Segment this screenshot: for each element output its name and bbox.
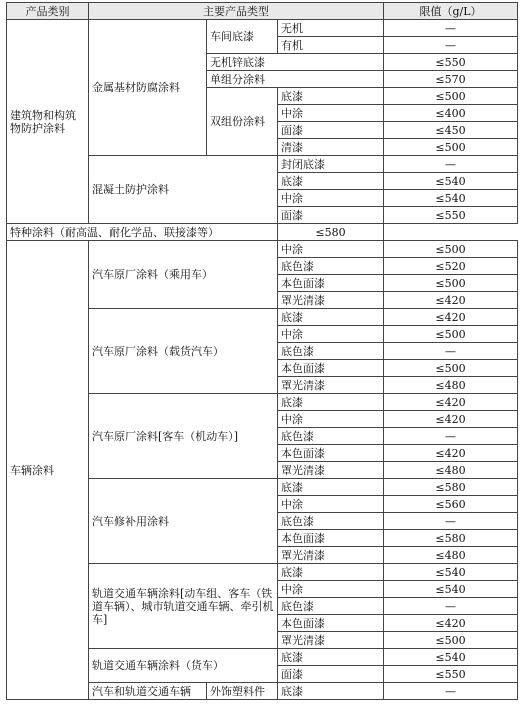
type-cell: 底色漆 bbox=[278, 343, 384, 360]
limit-cell: ≤420 bbox=[384, 292, 518, 309]
group-building: 建筑物和构筑物防护涂料 bbox=[7, 20, 89, 224]
limit-cell: ≤540 bbox=[384, 564, 518, 581]
type-cell: 底漆 bbox=[278, 173, 384, 190]
type-cell: 底漆 bbox=[278, 649, 384, 666]
type-cell: 中涂 bbox=[278, 105, 384, 122]
type-cell: 本色面漆 bbox=[278, 445, 384, 462]
type-cell: 底漆 bbox=[278, 564, 384, 581]
limit-cell: ≤580 bbox=[278, 224, 384, 241]
limit-cell: ≤580 bbox=[384, 479, 518, 496]
type-cell: 罩光清漆 bbox=[278, 462, 384, 479]
limit-cell: ≤540 bbox=[384, 173, 518, 190]
header-type: 主要产品类型 bbox=[89, 3, 384, 20]
limit-cell: — bbox=[384, 37, 518, 54]
plastic-parts-sub-label: 外饰塑料件 bbox=[207, 683, 278, 700]
limit-cell: ≤420 bbox=[384, 445, 518, 462]
type-cell: 本色面漆 bbox=[278, 275, 384, 292]
type-cell: 底色漆 bbox=[278, 513, 384, 530]
group-vehicle: 车辆涂料 bbox=[7, 241, 89, 700]
type-cell: 清漆 bbox=[278, 139, 384, 156]
limit-cell: ≤500 bbox=[384, 360, 518, 377]
header-category: 产品类别 bbox=[7, 3, 89, 20]
type-cell: 底色漆 bbox=[278, 258, 384, 275]
limit-cell: — bbox=[384, 428, 518, 445]
type-cell: 本色面漆 bbox=[278, 360, 384, 377]
workshop-primer-label: 车间底漆 bbox=[207, 20, 278, 54]
table-row bbox=[7, 241, 518, 258]
type-cell: 面漆 bbox=[278, 666, 384, 683]
rail-freight-label: 轨道交通车辆涂料（货车） bbox=[89, 649, 278, 683]
limit-cell: ≤560 bbox=[384, 496, 518, 513]
limit-cell: — bbox=[384, 683, 518, 700]
limit-cell: ≤480 bbox=[384, 547, 518, 564]
type-cell: 底漆 bbox=[278, 394, 384, 411]
plastic-parts-label: 汽车和轨道交通车辆 bbox=[89, 683, 207, 700]
zinc-primer-label: 无机锌底漆 bbox=[207, 54, 384, 71]
limit-cell: ≤540 bbox=[384, 581, 518, 598]
oem-truck-label: 汽车原厂涂料（载货汽车） bbox=[89, 309, 278, 394]
type-cell: 面漆 bbox=[278, 122, 384, 139]
limit-cell: ≤500 bbox=[384, 88, 518, 105]
limit-cell: ≤540 bbox=[384, 190, 518, 207]
limit-cell: ≤420 bbox=[384, 411, 518, 428]
special-coating-label: 特种涂料（耐高温、耐化学品、联接漆等） bbox=[7, 224, 278, 241]
type-cell: 面漆 bbox=[278, 207, 384, 224]
type-cell: 罩光清漆 bbox=[278, 547, 384, 564]
limit-cell: ≤540 bbox=[384, 649, 518, 666]
limit-cell: ≤500 bbox=[384, 139, 518, 156]
limit-cell: — bbox=[384, 343, 518, 360]
limit-cell: ≤520 bbox=[384, 258, 518, 275]
rail-multi-label: 轨道交通车辆涂料[动车组、客车（铁道车辆）、城市轨道交通车辆、牵引机车] bbox=[89, 564, 278, 649]
limit-cell: ≤420 bbox=[384, 309, 518, 326]
type-cell: 本色面漆 bbox=[278, 615, 384, 632]
type-cell: 底漆 bbox=[278, 479, 384, 496]
type-cell: 中涂 bbox=[278, 411, 384, 428]
type-cell: 中涂 bbox=[278, 241, 384, 258]
type-cell: 罩光清漆 bbox=[278, 632, 384, 649]
type-cell: 底色漆 bbox=[278, 428, 384, 445]
limit-cell: ≤500 bbox=[384, 632, 518, 649]
type-cell: 底漆 bbox=[278, 88, 384, 105]
header-limit: 限值（g/L） bbox=[384, 3, 518, 20]
concrete-coating-label: 混凝土防护涂料 bbox=[89, 156, 278, 224]
type-cell: 底漆 bbox=[278, 683, 384, 700]
limit-cell: — bbox=[384, 513, 518, 530]
limit-cell: — bbox=[384, 156, 518, 173]
type-cell: 中涂 bbox=[278, 496, 384, 513]
table-row bbox=[7, 224, 518, 241]
single-comp-label: 单组分涂料 bbox=[207, 71, 384, 88]
limit-cell: ≤550 bbox=[384, 54, 518, 71]
type-cell: 底色漆 bbox=[278, 598, 384, 615]
type-cell: 底漆 bbox=[278, 309, 384, 326]
limit-cell: — bbox=[384, 598, 518, 615]
limit-cell: ≤550 bbox=[384, 207, 518, 224]
limit-cell: ≤500 bbox=[384, 326, 518, 343]
type-cell: 中涂 bbox=[278, 326, 384, 343]
limit-cell: ≤400 bbox=[384, 105, 518, 122]
limit-cell: ≤480 bbox=[384, 462, 518, 479]
type-cell: 封闭底漆 bbox=[278, 156, 384, 173]
limit-cell: ≤550 bbox=[384, 666, 518, 683]
header-row bbox=[7, 3, 518, 20]
type-cell: 中涂 bbox=[278, 581, 384, 598]
type-cell: 罩光清漆 bbox=[278, 292, 384, 309]
limit-cell: — bbox=[384, 20, 518, 37]
limit-cell: ≤580 bbox=[384, 530, 518, 547]
limit-cell: ≤570 bbox=[384, 71, 518, 88]
type-cell: 本色面漆 bbox=[278, 530, 384, 547]
oem-bus-label: 汽车原厂涂料[客车（机动车）] bbox=[89, 394, 278, 479]
type-cell: 无机 bbox=[278, 20, 384, 37]
type-cell: 有机 bbox=[278, 37, 384, 54]
refinish-label: 汽车修补用涂料 bbox=[89, 479, 278, 564]
limit-cell: ≤500 bbox=[384, 241, 518, 258]
oem-passenger-label: 汽车原厂涂料（乘用车） bbox=[89, 241, 278, 309]
metal-coating-label: 金属基材防腐涂料 bbox=[89, 20, 207, 156]
limit-cell: ≤500 bbox=[384, 275, 518, 292]
type-cell: 中涂 bbox=[278, 190, 384, 207]
limit-cell: ≤480 bbox=[384, 377, 518, 394]
limit-cell: ≤420 bbox=[384, 615, 518, 632]
limit-cell: ≤450 bbox=[384, 122, 518, 139]
table-row bbox=[7, 20, 518, 37]
limit-cell: ≤420 bbox=[384, 394, 518, 411]
two-comp-label: 双组份涂料 bbox=[207, 88, 278, 156]
type-cell: 罩光清漆 bbox=[278, 377, 384, 394]
voc-limit-table bbox=[6, 2, 518, 700]
